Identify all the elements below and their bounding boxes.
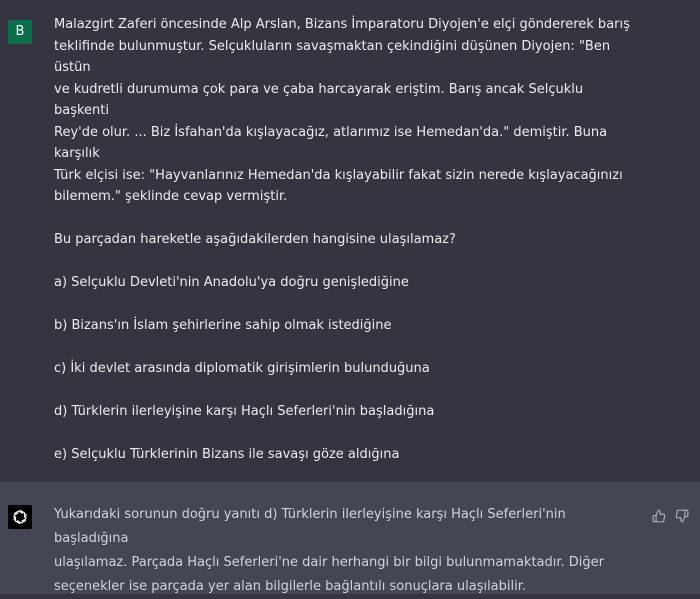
option-e: e) Selçuklu Türklerinin Bizans ile savaşı göze aldığına: [54, 447, 400, 462]
openai-logo-icon: [8, 505, 32, 529]
option-a: a) Selçuklu Devleti'nin Anadolu'ya doğru genişlediğine: [54, 275, 409, 290]
question-line: Rey'de olur. ... Biz İsfahan'da kışlayacağız, atlarımız ise Hemedan'da." demiştir. Buna karşılık: [54, 124, 608, 161]
assistant-message: [0, 482, 700, 594]
question-prompt: Bu parçadan hareketle aşağıdakilerden hangisine ulaşılamaz?: [54, 232, 456, 247]
answer-line: ulaşılamaz. Parçada Haçlı Seferleri'ne dair herhangi bir bilgi bulunmamaktadır. Diğer: [54, 555, 605, 570]
user-message-text: [54, 14, 634, 509]
assistant-message-text: [54, 503, 639, 599]
thumbs-up-button[interactable]: [650, 507, 668, 525]
thumbs-down-icon: [673, 507, 691, 525]
answer-line: Yukarıdaki sorunun doğru yanıtı d) Türklerin ilerleyişine karşı Haçlı Seferleri'nin başladığına: [54, 507, 566, 546]
question-line: Türk elçisi ise: "Hayvanlarınız Hemedan'da kışlayabilir fakat sizin nerede kışlayacağınızı: [54, 167, 623, 183]
answer-line: seçenekler ise parçada yer alan bilgilerle bağlantılı sonuçlara ulaşılabilir.: [54, 579, 527, 594]
thumbs-up-icon: [650, 507, 668, 525]
option-c: c) İki devlet arasında diplomatik girişimlerin bulunduğuna: [54, 361, 430, 376]
question-line: Malazgirt Zaferi öncesinde Alp Arslan, Bizans İmparatoru Diyojen'e elçi göndererek barış: [54, 17, 630, 32]
question-line: ve kudretli durumuma çok para ve çaba harcayarak eriştim. Barış ancak Selçuklu başkenti: [54, 81, 584, 118]
question-line: bilemem." şeklinde cevap vermiştir.: [54, 189, 288, 204]
user-avatar: B: [8, 20, 32, 44]
option-d: d) Türklerin ilerleyişine karşı Haçlı Seferleri'nin başladığına: [54, 404, 435, 419]
thumbs-down-button[interactable]: [673, 507, 691, 525]
question-line: teklifinde bulunmuştur. Selçukluların savaşmaktan çekindiğini düşünen Diyojen: "Ben üstün: [54, 38, 611, 75]
option-b: b) Bizans'ın İslam şehirlerine sahip olmak istediğine: [54, 318, 392, 333]
